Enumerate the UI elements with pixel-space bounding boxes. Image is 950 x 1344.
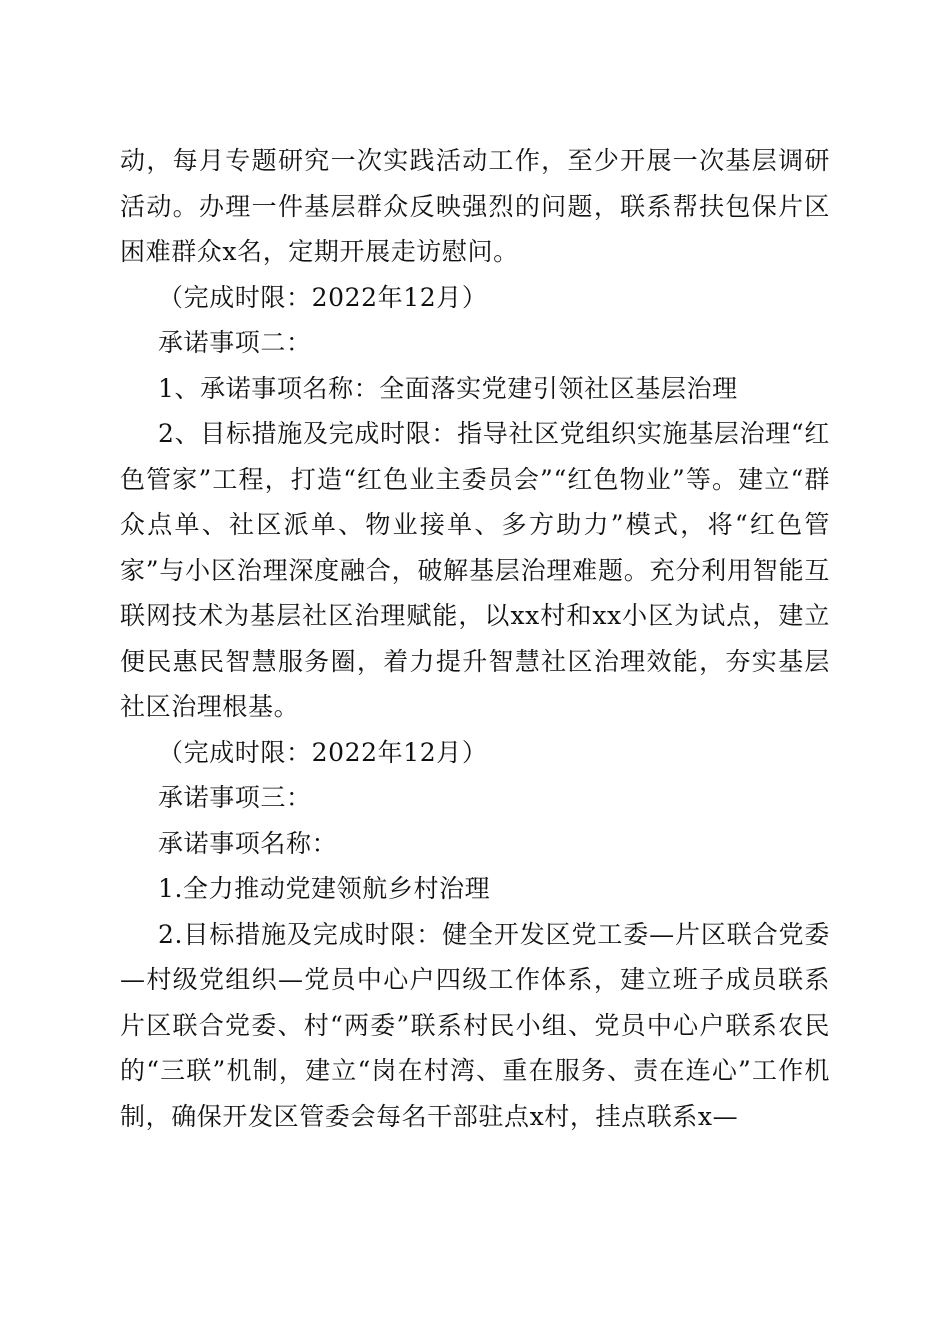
paragraph-commitment-3-heading: 承诺事项三： [158,783,312,812]
paragraph-commitment-2-measures: 2、目标措施及完成时限：指导社区党组织实施基层治理“红色管家”工程，打造“红色业主委员会”“红色物业”等。建立“群众点单、社区派单、物业接单、多方助力”模式，将“红色管家”与小区治理深度融合，破解基层治理难题。充分利用智能互联网技术为基层社区治理赋能，以xx村和xx小区为试点，建立便民惠民智慧服务圈，着力提升智慧社区治理效能，夯实基层社区治理根基。 [120,419,830,721]
paragraph-commitment-3-measures: 2.目标措施及完成时限：健全开发区党工委—片区联合党委—村级党组织—党员中心户四级工作体系，建立班子成员联系片区联合党委、村“两委”联系村民小组、党员中心户联系农民的“三联”机制，建立“岗在村湾、重在服务、责在连心”工作机制，确保开发区管委会每名干部驻点x村，挂点联系x— [120,919,830,1131]
paragraph-continuation: 动，每月专题研究一次实践活动工作，至少开展一次基层调研活动。办理一件基层群众反映强烈的问题，联系帮扶包保片区困难群众x名，定期开展走访慰问。 [120,146,830,266]
paragraph-commitment-3-name-label: 承诺事项名称： [158,828,338,858]
document-body [120,138,830,1139]
paragraph-commitment-3-name: 1.全力推动党建领航乡村治理 [158,874,491,903]
paragraph-deadline-2: （完成时限：2022年12月） [158,737,488,767]
paragraph-commitment-2-heading: 承诺事项二： [158,328,312,357]
paragraph-deadline-1: （完成时限：2022年12月） [158,282,488,312]
paragraph-commitment-2-name: 1、承诺事项名称：全面落实党建引领社区基层治理 [158,373,738,403]
